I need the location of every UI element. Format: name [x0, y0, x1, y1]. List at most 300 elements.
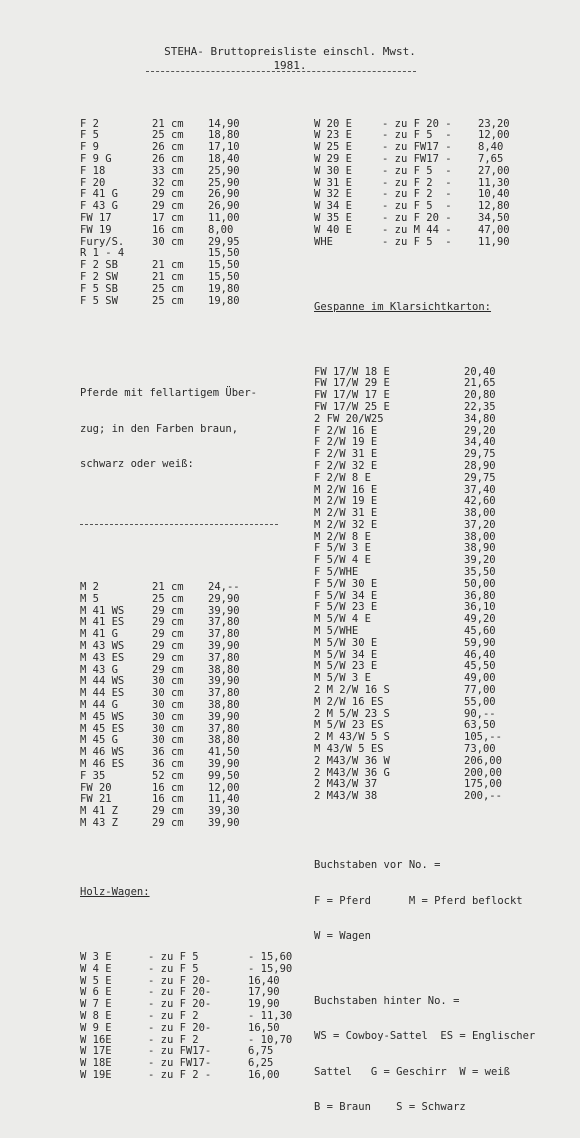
item-detail: - zu F 5 - [382, 164, 452, 177]
price-row [314, 791, 548, 803]
item-price: 18,40 [208, 152, 240, 165]
item-price: 19,80 [208, 282, 240, 295]
item-number: F 41 G [80, 188, 118, 201]
right-column [314, 95, 548, 1138]
item-detail: 36 cm [152, 746, 184, 759]
item-number: M 5/W 4 E [314, 613, 371, 626]
item-price: 29,90 [208, 592, 240, 605]
item-price: 39,90 [208, 604, 240, 617]
item-detail: 17 cm [152, 211, 184, 224]
item-detail: 16 cm [152, 793, 184, 806]
item-price: - 15,90 [248, 962, 293, 975]
section-rule [80, 524, 278, 525]
item-number: W 31 E [314, 176, 352, 189]
item-detail: 36,10 [464, 601, 496, 614]
vor-heading: Buchstaben vor No. = [314, 859, 441, 872]
price-row [80, 272, 318, 284]
item-price: 17,90 [248, 986, 280, 999]
item-detail: - zu F 5 [148, 962, 199, 975]
item-detail: - zu F 20- [148, 1021, 212, 1034]
item-number: FW 17/W 17 E [314, 389, 390, 402]
item-number: FW 17/W 29 E [314, 377, 390, 390]
item-price: 15,50 [208, 270, 240, 283]
item-detail: - zu F 20- [148, 986, 212, 999]
price-row [314, 638, 548, 650]
item-price: 26,90 [208, 200, 240, 213]
item-price: 6,75 [248, 1045, 274, 1058]
left-column [80, 95, 318, 1105]
item-price: 11,40 [208, 793, 240, 806]
item-number: W 19E [80, 1068, 112, 1081]
price-row [80, 154, 318, 166]
item-price: 18,80 [208, 129, 240, 142]
holz-heading: Holz-Wagen: [80, 886, 150, 898]
item-detail: - zu F 2 - [382, 176, 452, 189]
price-row [80, 952, 318, 964]
item-number: M 44 G [80, 699, 118, 712]
item-detail: - zu FW17- [148, 1057, 212, 1070]
item-detail: 25 cm [152, 294, 184, 307]
price-row [314, 414, 548, 426]
item-price: 14,90 [208, 117, 240, 130]
item-number: M 46 WS [80, 746, 125, 759]
price-row [80, 582, 318, 594]
item-number: F 2/W 16 E [314, 424, 378, 437]
item-detail: - zu F 5 [148, 950, 199, 963]
item-price: 12,80 [478, 200, 510, 213]
item-detail: 25 cm [152, 129, 184, 142]
item-price: 37,80 [208, 687, 240, 700]
item-price: 41,50 [208, 746, 240, 759]
item-number: 2 M43/W 37 [314, 778, 378, 791]
price-row [80, 201, 318, 213]
price-row [314, 520, 548, 532]
item-detail: 16 cm [152, 223, 184, 236]
item-number: FW 17/W 25 E [314, 400, 390, 413]
item-detail: 36,80 [464, 589, 496, 602]
item-number: F 9 [80, 141, 99, 154]
item-price: 11,30 [478, 176, 510, 189]
item-number: M 2/W 32 E [314, 518, 378, 531]
item-price: 37,80 [208, 616, 240, 629]
price-row [80, 130, 318, 142]
price-row [80, 712, 318, 724]
item-number: M 2/W 31 E [314, 507, 378, 520]
title-rule [146, 71, 416, 72]
item-number: W 17E [80, 1045, 112, 1058]
item-detail: 25 cm [152, 282, 184, 295]
item-price: 39,90 [208, 817, 240, 830]
price-row [314, 461, 548, 473]
item-number: M 45 WS [80, 710, 125, 723]
item-number: M 2 [80, 581, 99, 594]
item-number: F 35 [80, 769, 106, 782]
price-row [314, 579, 548, 591]
item-detail: 200,-- [464, 790, 502, 803]
price-row [80, 987, 318, 999]
item-number: W 16E [80, 1033, 112, 1046]
item-number: FW 21 [80, 793, 112, 806]
item-price: 39,90 [208, 758, 240, 771]
item-price: 12,00 [478, 129, 510, 142]
item-detail: 30 cm [152, 699, 184, 712]
item-detail: 29,20 [464, 424, 496, 437]
item-detail: 30 cm [152, 734, 184, 747]
item-number: W 23 E [314, 129, 352, 142]
item-number: W 5 E [80, 974, 112, 987]
item-number: F 2/W 32 E [314, 459, 378, 472]
item-number: F 20 [80, 176, 106, 189]
item-price: 24,-- [208, 581, 240, 594]
pferde-list [80, 119, 318, 308]
item-detail: 16 cm [152, 781, 184, 794]
item-price: 10,40 [478, 188, 510, 201]
item-price: 19,80 [208, 294, 240, 307]
item-price: 38,80 [208, 734, 240, 747]
price-row [314, 213, 548, 225]
item-detail: 34,80 [464, 412, 496, 425]
item-detail: 21 cm [152, 117, 184, 130]
item-number: WHE [314, 235, 333, 248]
item-detail: 29,75 [464, 471, 496, 484]
price-row [80, 1035, 318, 1047]
item-price: 38,80 [208, 699, 240, 712]
item-number: 2 M43/W 36 G [314, 766, 390, 779]
item-detail: 46,40 [464, 648, 496, 661]
item-price: 39,90 [208, 640, 240, 653]
item-number: 2 M 43/W 5 S [314, 731, 390, 744]
item-price: 27,00 [478, 164, 510, 177]
vor-line: W = Wagen [314, 929, 371, 942]
item-price: 19,90 [248, 998, 280, 1011]
item-number: M 43 G [80, 663, 118, 676]
gespanne-list [314, 367, 548, 803]
item-number: F 5 SB [80, 282, 118, 295]
hinter-line: B = Braun S = Schwarz [314, 1101, 466, 1114]
item-detail: 200,00 [464, 766, 502, 779]
hinter-line: Sattel G = Geschirr W = weiß [314, 1065, 510, 1078]
item-number: M 41 Z [80, 805, 118, 818]
price-row [80, 771, 318, 783]
item-detail: 49,00 [464, 672, 496, 685]
item-detail: 42,60 [464, 495, 496, 508]
item-detail: 90,-- [464, 707, 496, 720]
item-detail: 37,40 [464, 483, 496, 496]
item-price: 99,50 [208, 769, 240, 782]
item-number: 2 M43/W 36 W [314, 754, 390, 767]
item-detail: 29 cm [152, 200, 184, 213]
fell-list [80, 582, 318, 830]
item-detail: 30 cm [152, 687, 184, 700]
price-row [314, 225, 548, 237]
fell-text-line: Pferde mit fellartigem Über- [80, 387, 258, 400]
item-number: W 7 E [80, 998, 112, 1011]
item-number: F 5/WHE [314, 566, 359, 579]
item-detail: 38,00 [464, 507, 496, 520]
price-row [314, 237, 548, 249]
price-row [80, 119, 318, 131]
item-number: M 43 Z [80, 817, 118, 830]
item-price: 26,90 [208, 188, 240, 201]
item-detail: 21 cm [152, 581, 184, 594]
item-number: F 2/W 8 E [314, 471, 371, 484]
item-detail: - zu F 20 - [382, 117, 452, 130]
item-number: W 6 E [80, 986, 112, 999]
item-number: M 46 ES [80, 758, 125, 771]
price-row [80, 296, 318, 308]
item-number: F 5/W 3 E [314, 542, 371, 555]
item-number: M 2/W 16 E [314, 483, 378, 496]
item-number: W 20 E [314, 117, 352, 130]
item-detail: 45,60 [464, 625, 496, 638]
item-detail: 26 cm [152, 141, 184, 154]
item-detail: 30 cm [152, 235, 184, 248]
item-number: M 5/W 30 E [314, 636, 378, 649]
item-number: F 5/W 34 E [314, 589, 378, 602]
item-detail: 20,40 [464, 365, 496, 378]
price-row [314, 756, 548, 768]
price-row [314, 697, 548, 709]
item-number: M 5/W 3 E [314, 672, 371, 685]
item-number: 2 FW 20/W25 [314, 412, 384, 425]
item-detail: 29,75 [464, 448, 496, 461]
price-row [80, 284, 318, 296]
wagen-list [314, 119, 548, 249]
item-number: M 41 ES [80, 616, 125, 629]
item-detail: 29 cm [152, 616, 184, 629]
fell-text-line: schwarz oder weiß: [80, 457, 194, 470]
holz-list [80, 952, 318, 1082]
price-row [80, 1046, 318, 1058]
item-price: 47,00 [478, 223, 510, 236]
item-detail: 32 cm [152, 176, 184, 189]
item-number: F 2 SB [80, 259, 118, 272]
item-number: W 34 E [314, 200, 352, 213]
item-number: M 41 WS [80, 604, 125, 617]
item-number: F 43 G [80, 200, 118, 213]
item-detail: - zu F 5 - [382, 129, 452, 142]
item-detail: 175,00 [464, 778, 502, 791]
gespanne-heading: Gespanne im Klarsichtkarton: [314, 300, 492, 313]
hinter-line: WS = Cowboy-Sattel ES = Englischer [314, 1030, 536, 1043]
item-number: R 1 - 4 [80, 247, 125, 260]
item-detail: 36 cm [152, 758, 184, 771]
item-number: F 5/W 23 E [314, 601, 378, 614]
item-detail: 29 cm [152, 640, 184, 653]
item-number: M 5/W 23 E [314, 660, 378, 673]
item-price: - 15,60 [248, 950, 293, 963]
item-number: M 2/W 8 E [314, 530, 371, 543]
item-number: M 5/W 23 ES [314, 719, 384, 732]
item-number: W 25 E [314, 141, 352, 154]
item-detail: 73,00 [464, 743, 496, 756]
price-row [80, 976, 318, 988]
item-number: W 40 E [314, 223, 352, 236]
item-number: M 5 [80, 592, 99, 605]
item-number: F 5 [80, 129, 99, 142]
item-price: - 10,70 [248, 1033, 293, 1046]
item-detail: 29 cm [152, 628, 184, 641]
price-row [80, 653, 318, 665]
item-detail: - zu F 20- [148, 998, 212, 1011]
item-detail: 21 cm [152, 259, 184, 272]
item-number: F 2/W 31 E [314, 448, 378, 461]
item-detail: 29 cm [152, 651, 184, 664]
item-number: 2 M 5/W 23 S [314, 707, 390, 720]
item-detail: - zu FW17- [148, 1045, 212, 1058]
price-row [80, 999, 318, 1011]
item-price: 39,30 [208, 805, 240, 818]
price-row [314, 473, 548, 485]
item-price: 25,90 [208, 164, 240, 177]
item-number: M 5/WHE [314, 625, 359, 638]
item-detail: - zu FW17 - [382, 141, 452, 154]
item-detail: 30 cm [152, 710, 184, 723]
item-number: F 5 SW [80, 294, 118, 307]
item-detail: 21 cm [152, 270, 184, 283]
item-detail: 29 cm [152, 805, 184, 818]
item-number: FW 20 [80, 781, 112, 794]
item-detail: 59,90 [464, 636, 496, 649]
price-row [80, 225, 318, 237]
item-number: M 44 ES [80, 687, 125, 700]
item-number: F 2 [80, 117, 99, 130]
price-row [80, 783, 318, 795]
price-row [314, 402, 548, 414]
fell-description [80, 365, 318, 495]
item-detail: 30 cm [152, 722, 184, 735]
item-price: 11,00 [208, 211, 240, 224]
item-number: M 45 ES [80, 722, 125, 735]
item-price: 12,00 [208, 781, 240, 794]
item-number: W 4 E [80, 962, 112, 975]
document-year: 1981. [273, 59, 307, 72]
item-number: W 35 E [314, 211, 352, 224]
price-row [80, 1058, 318, 1070]
item-number: W 32 E [314, 188, 352, 201]
item-detail: 29 cm [152, 817, 184, 830]
item-number: M 45 G [80, 734, 118, 747]
item-number: F 5/W 30 E [314, 577, 378, 590]
item-price: 38,80 [208, 663, 240, 676]
item-detail: 55,00 [464, 695, 496, 708]
fell-text-line: zug; in den Farben braun, [80, 422, 239, 435]
price-row [80, 142, 318, 154]
item-detail: - zu F 2 [148, 1009, 199, 1022]
item-price: 8,40 [478, 141, 504, 154]
item-price: - 11,30 [248, 1009, 293, 1022]
item-detail: 29 cm [152, 188, 184, 201]
item-detail: 38,90 [464, 542, 496, 555]
item-number: Fury/S. [80, 235, 125, 248]
item-detail: 105,-- [464, 731, 502, 744]
document-title: STEHA- Bruttopreisliste einschl. Mwst. [164, 45, 416, 58]
item-price: 39,90 [208, 675, 240, 688]
item-detail: - zu F 2 [148, 1033, 199, 1046]
item-number: F 18 [80, 164, 106, 177]
price-row [80, 818, 318, 830]
item-detail: 38,00 [464, 530, 496, 543]
item-price: 6,25 [248, 1057, 274, 1070]
item-price: 8,00 [208, 223, 234, 236]
item-number: FW 19 [80, 223, 112, 236]
item-number: 2 M43/W 38 [314, 790, 378, 803]
item-detail: - zu F 2 - [382, 188, 452, 201]
item-detail: - zu F 5 - [382, 235, 452, 248]
item-price: 7,65 [478, 152, 504, 165]
item-price: 39,90 [208, 710, 240, 723]
item-detail: 29 cm [152, 663, 184, 676]
item-number: 2 M 2/W 16 S [314, 684, 390, 697]
item-number: W 30 E [314, 164, 352, 177]
hinter-heading: Buchstaben hinter No. = [314, 994, 460, 1007]
item-detail: 25 cm [152, 592, 184, 605]
item-price: 25,90 [208, 176, 240, 189]
item-detail: 26 cm [152, 152, 184, 165]
item-detail: - zu FW17 - [382, 152, 452, 165]
item-number: M 2/W 16 ES [314, 695, 384, 708]
item-number: M 43/W 5 ES [314, 743, 384, 756]
item-detail: 30 cm [152, 675, 184, 688]
price-row [314, 154, 548, 166]
item-price: 17,10 [208, 141, 240, 154]
item-price: 37,80 [208, 628, 240, 641]
item-detail: 34,40 [464, 436, 496, 449]
item-number: M 41 G [80, 628, 118, 641]
item-detail: 20,80 [464, 389, 496, 402]
price-row [80, 213, 318, 225]
item-detail: 37,20 [464, 518, 496, 531]
price-row [80, 759, 318, 771]
item-detail: - zu F 20 - [382, 211, 452, 224]
item-detail: 33 cm [152, 164, 184, 177]
price-row [80, 594, 318, 606]
item-number: F 9 G [80, 152, 112, 165]
price-row [80, 166, 318, 178]
item-price: 37,80 [208, 722, 240, 735]
item-price: 16,00 [248, 1068, 280, 1081]
item-price: 16,50 [248, 1021, 280, 1034]
item-price: 23,20 [478, 117, 510, 130]
item-detail: 28,90 [464, 459, 496, 472]
item-number: W 9 E [80, 1021, 112, 1034]
vor-line: F = Pferd M = Pferd beflockt [314, 894, 523, 907]
item-number: F 2 SW [80, 270, 118, 283]
price-row [80, 964, 318, 976]
item-detail: 21,65 [464, 377, 496, 390]
item-detail: 45,50 [464, 660, 496, 673]
item-detail: 52 cm [152, 769, 184, 782]
item-detail: 50,00 [464, 577, 496, 590]
item-price: 11,90 [478, 235, 510, 248]
item-price: 29,95 [208, 235, 240, 248]
price-row [80, 1023, 318, 1035]
item-number: W 18E [80, 1057, 112, 1070]
item-number: M 5/W 34 E [314, 648, 378, 661]
price-row [80, 1011, 318, 1023]
item-detail: 29 cm [152, 604, 184, 617]
item-detail: 63,50 [464, 719, 496, 732]
item-price: 37,80 [208, 651, 240, 664]
item-number: M 2/W 19 E [314, 495, 378, 508]
item-number: F 5/W 4 E [314, 554, 371, 567]
item-detail: - zu F 20- [148, 974, 212, 987]
item-number: W 3 E [80, 950, 112, 963]
item-number: M 44 WS [80, 675, 125, 688]
item-detail: - zu F 5 - [382, 200, 452, 213]
item-detail: 39,20 [464, 554, 496, 567]
item-price: 15,50 [208, 247, 240, 260]
